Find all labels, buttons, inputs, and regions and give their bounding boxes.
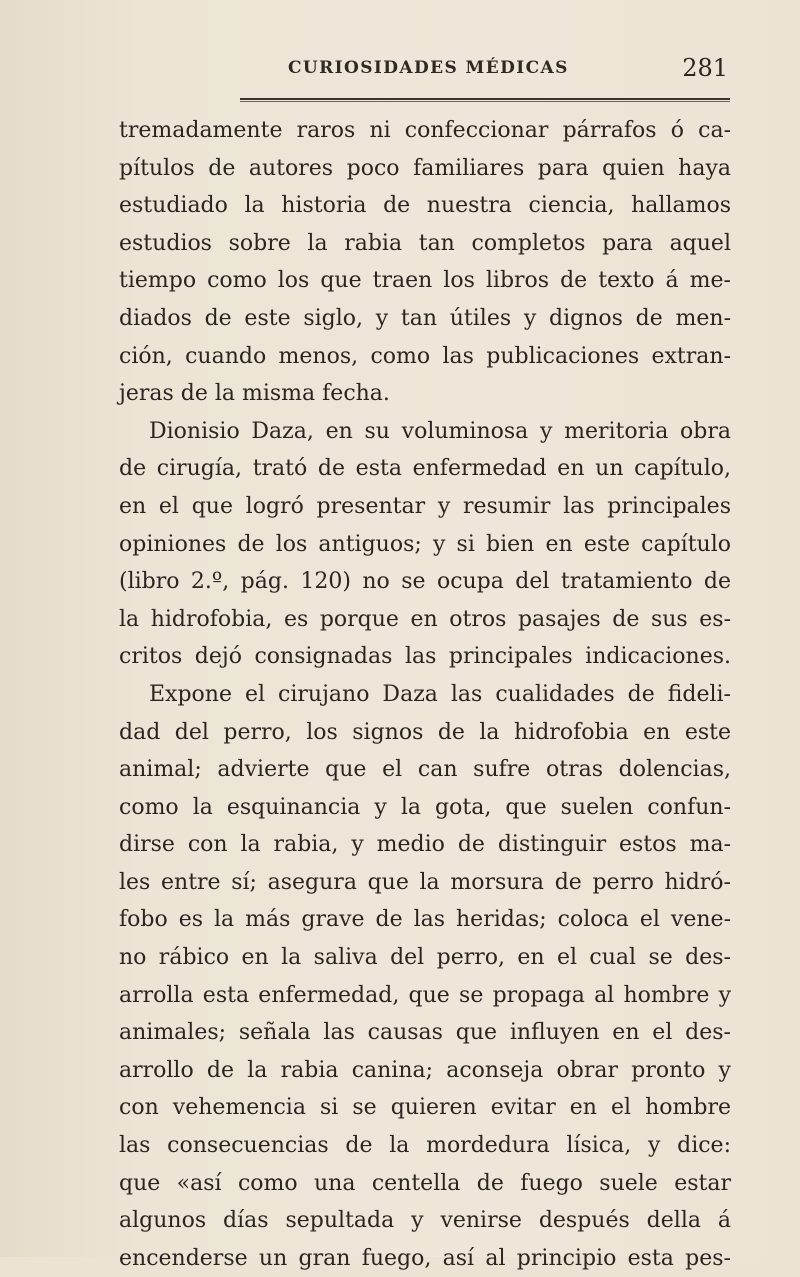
- text-line: encenderse un gran fuego, así al principio esta pes-: [119, 1245, 731, 1271]
- text-line: animal; advierte que el can sufre otras dolencias,: [119, 757, 731, 783]
- text-line: la hidrofobia, es porque en otros pasajes de sus es-: [119, 606, 731, 632]
- text-line: jeras de la misma fecha.: [119, 381, 390, 407]
- text-line: tremadamente raros ni confeccionar párrafos ó ca-: [119, 118, 731, 143]
- page-header: [120, 54, 732, 88]
- text-line: Expone el cirujano Daza las cualidades de fideli-: [149, 681, 731, 707]
- text-line: critos dejó consignadas las principales indicaciones.: [119, 644, 731, 670]
- text-line: arrollo de la rabia canina; aconseja obrar pronto y: [119, 1057, 731, 1083]
- text-line: como la esquinancia y la gota, que suelen confun-: [119, 794, 731, 820]
- page-number: 281: [682, 54, 728, 82]
- header-rule: [240, 98, 730, 100]
- text-line: tiempo como los que traen los libros de texto á me-: [119, 268, 731, 294]
- text-line: ción, cuando menos, como las publicaciones extran-: [119, 343, 731, 369]
- text-line: dirse con la rabia, y medio de distinguir estos ma-: [119, 832, 731, 858]
- text-line: estudios sobre la rabia tan completos para aquel: [119, 230, 731, 256]
- text-line: dad del perro, los signos de la hidrofobia en este: [119, 719, 731, 745]
- text-line: en el que logró presentar y resumir las principales: [119, 493, 731, 519]
- text-line: algunos días sepultada y venirse después della á: [119, 1208, 731, 1234]
- text-line: que «así como una centella de fuego suele estar: [119, 1170, 731, 1196]
- text-line: estudiado la historia de nuestra ciencia, hallamos: [119, 193, 731, 219]
- text-line: Dionisio Daza, en su voluminosa y meritoria obra: [149, 418, 731, 444]
- text-line: las consecuencias de la mordedura lísica, y dice:: [119, 1133, 731, 1159]
- text-line: no rábico en la saliva del perro, en el cual se des-: [119, 945, 731, 971]
- text-line: con vehemencia si se quieren evitar en el hombre: [119, 1095, 731, 1121]
- text-line: diados de este siglo, y tan útiles y dignos de men-: [119, 305, 731, 331]
- text-line: animales; señala las causas que influyen en el des-: [119, 1020, 731, 1046]
- running-head: CURIOSIDADES MÉDICAS: [288, 58, 569, 78]
- text-line: de cirugía, trató de esta enfermedad en un capítulo,: [119, 456, 731, 482]
- text-line: les entre sí; asegura que la morsura de perro hidró-: [119, 869, 731, 895]
- text-line: pítulos de autores poco familiares para quien haya: [119, 155, 731, 181]
- text-line: arrolla esta enfermedad, que se propaga al hombre y: [119, 982, 731, 1008]
- body-text: [119, 112, 731, 1277]
- text-line: fobo es la más grave de las heridas; coloca el vene-: [119, 907, 731, 933]
- text-line: opiniones de los antiguos; y si bien en este capítulo: [119, 531, 731, 557]
- header-rule-thin: [240, 101, 730, 102]
- text-line: (libro 2.º, pág. 120) no se ocupa del tratamiento de: [119, 569, 731, 595]
